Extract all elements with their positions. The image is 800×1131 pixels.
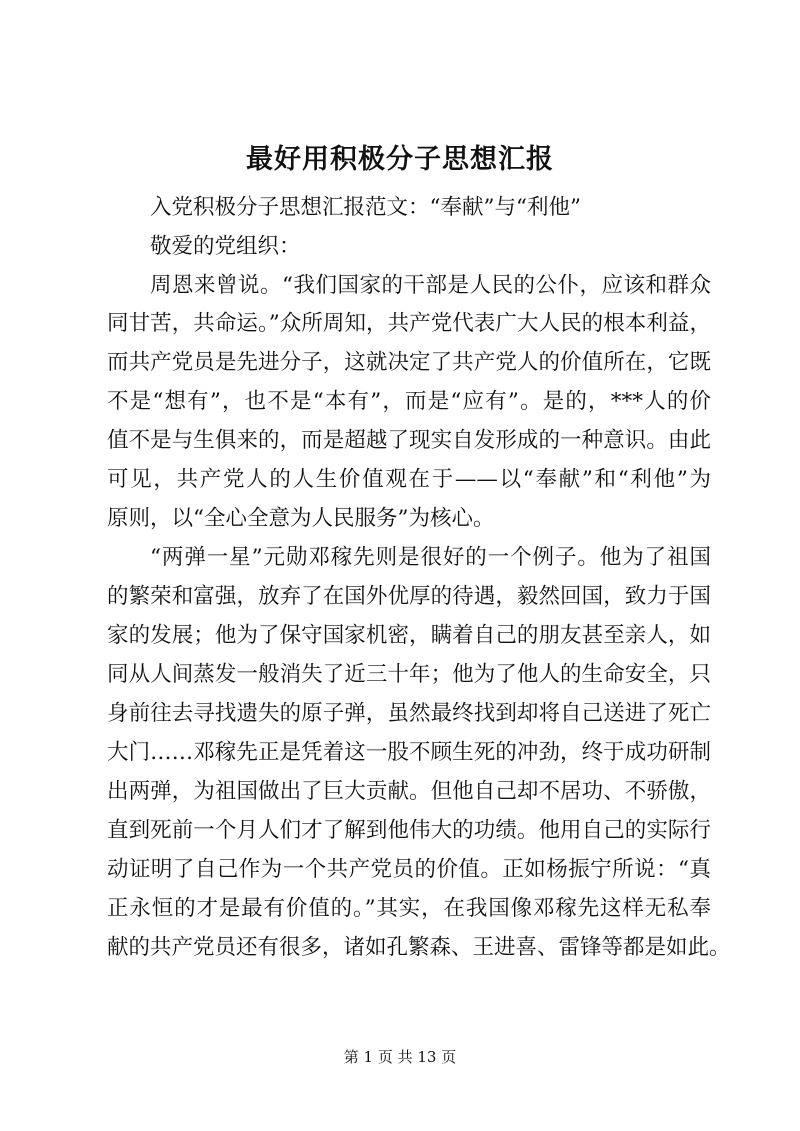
page-number-footer: 第 1 页 共 13 页 bbox=[343, 1048, 457, 1066]
salutation-line: 敬爱的党组织： bbox=[150, 234, 301, 259]
paragraph-line: 的繁荣和富强，放弃了在国外优厚的待遇，毅然回国，致力于国 bbox=[107, 584, 711, 609]
paragraph-line: 动证明了自己作为一个共产党员的价值。正如杨振宁所说：“真 bbox=[107, 857, 711, 882]
subtitle-line: 入党积极分子思想汇报范文：“奉献”与“利他” bbox=[150, 195, 581, 220]
paragraph-line: 大门……邓稼先正是凭着这一股不顾生死的冲劲，终于成功研制 bbox=[107, 740, 711, 765]
paragraph-line: 同甘苦，共命运。”众所周知，共产党代表广大人民的根本利益， bbox=[107, 311, 711, 336]
paragraph-line: 不是“想有”，也不是“本有”，而是“应有”。是的，***人的价 bbox=[107, 389, 711, 414]
paragraph-line: “两弹一星”元勋邓稼先则是很好的一个例子。他为了祖国 bbox=[150, 545, 711, 570]
paragraph-line: 而共产党员是先进分子，这就决定了共产党人的价值所在，它既 bbox=[107, 350, 711, 375]
paragraph-line: 献的共产党员还有很多，诸如孔繁森、王进喜、雷锋等都是如此。 bbox=[107, 935, 731, 960]
paragraph-line: 家的发展；他为了保守国家机密，瞒着自己的朋友甚至亲人，如 bbox=[107, 623, 711, 648]
paragraph-line: 可见，共产党人的人生价值观在于——以“奉献”和“利他”为 bbox=[107, 467, 711, 492]
paragraph-line: 正永恒的才是最有价值的。”其实，在我国像邓稼先这样无私奉 bbox=[107, 896, 711, 921]
paragraph-line: 同从人间蒸发一般消失了近三十年；他为了他人的生命安全，只 bbox=[107, 662, 711, 687]
paragraph-line: 值不是与生俱来的，而是超越了现实自发形成的一种意识。由此 bbox=[107, 428, 711, 453]
paragraph-line: 原则，以“全心全意为人民服务”为核心。 bbox=[107, 506, 495, 531]
document-title: 最好用积极分子思想汇报 bbox=[246, 144, 554, 175]
paragraph-line: 周恩来曾说。“我们国家的干部是人民的公仆，应该和群众 bbox=[150, 273, 711, 298]
paragraph-line: 出两弹，为祖国做出了巨大贡献。但他自己却不居功、不骄傲， bbox=[107, 779, 711, 804]
paragraph-line: 身前往去寻找遗失的原子弹，虽然最终找到却将自己送进了死亡 bbox=[107, 701, 711, 726]
paragraph-line: 直到死前一个月人们才了解到他伟大的功绩。他用自己的实际行 bbox=[107, 818, 711, 843]
